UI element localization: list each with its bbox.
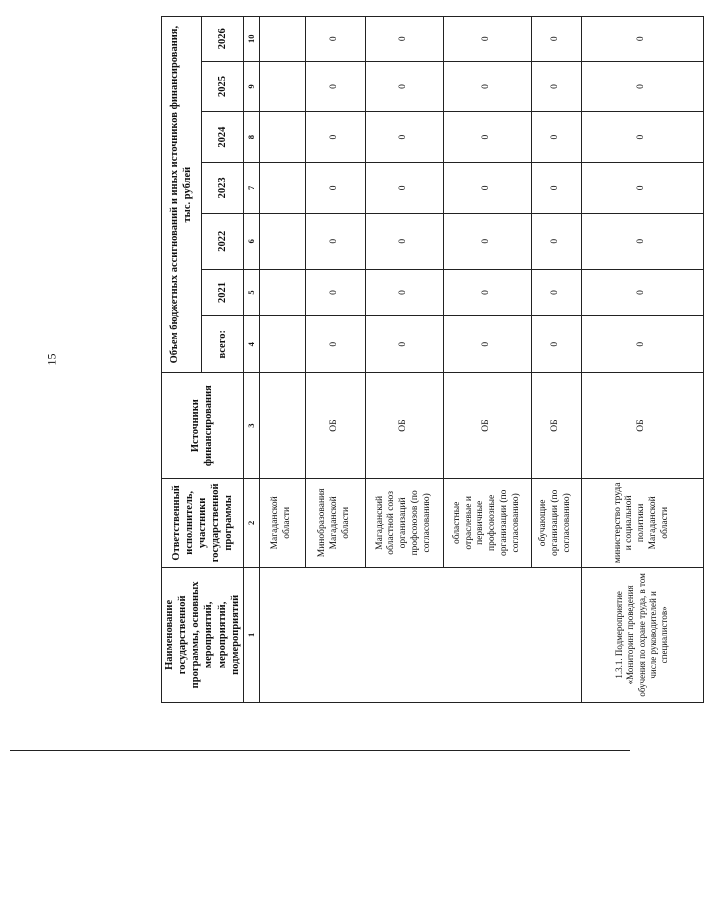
column-number: 3 xyxy=(243,373,259,479)
column-number: 4 xyxy=(243,316,259,373)
value-cell: 0 xyxy=(365,163,443,214)
source-cell: ОБ xyxy=(531,373,581,479)
column-number: 10 xyxy=(243,17,259,62)
value-cell: 0 xyxy=(305,17,365,62)
source-cell: ОБ xyxy=(365,373,443,479)
executor-cell: министерство труда и социальной политики Магаданской области xyxy=(581,478,703,567)
executor-cell: Минобразования Магаданской области xyxy=(305,478,365,567)
value-cell: 0 xyxy=(443,17,531,62)
source-cell: ОБ xyxy=(581,373,703,479)
column-number: 1 xyxy=(243,567,259,702)
executor-cell: обучающие организации (по согласованию) xyxy=(531,478,581,567)
value-cell: 0 xyxy=(531,269,581,316)
header-year-2023: 2023 xyxy=(201,163,243,214)
value-cell: 0 xyxy=(443,269,531,316)
header-year-2021: 2021 xyxy=(201,269,243,316)
table-row xyxy=(581,17,703,703)
value-cell xyxy=(259,61,305,112)
value-cell: 0 xyxy=(581,316,703,373)
name-cell xyxy=(259,567,581,702)
value-cell: 0 xyxy=(365,61,443,112)
header-executor: Ответственный исполнитель, участники государственной программы xyxy=(162,478,244,567)
source-cell xyxy=(259,373,305,479)
column-number: 5 xyxy=(243,269,259,316)
value-cell xyxy=(259,316,305,373)
value-cell: 0 xyxy=(305,61,365,112)
value-cell: 0 xyxy=(365,213,443,269)
value-cell: 0 xyxy=(365,316,443,373)
header-year-2024: 2024 xyxy=(201,112,243,163)
table-row xyxy=(259,17,305,703)
value-cell: 0 xyxy=(365,112,443,163)
source-cell: ОБ xyxy=(305,373,365,479)
value-cell: 0 xyxy=(365,17,443,62)
header-year-2026: 2026 xyxy=(201,17,243,62)
column-number: 7 xyxy=(243,163,259,214)
value-cell: 0 xyxy=(443,316,531,373)
name-cell: 1.3.1. Подмероприятие «Мониторинг проведения обучения по охране труда, в том числе руководителей и специалистов» xyxy=(581,567,703,702)
value-cell xyxy=(259,269,305,316)
value-cell: 0 xyxy=(531,61,581,112)
header-source: Источники финансирования xyxy=(162,373,244,479)
value-cell: 0 xyxy=(581,17,703,62)
value-cell xyxy=(259,163,305,214)
value-cell xyxy=(259,213,305,269)
value-cell: 0 xyxy=(443,112,531,163)
header-name: Наименование государственной программы, основных мероприятий, мероприятий, подмероприятий xyxy=(162,567,244,702)
value-cell: 0 xyxy=(443,163,531,214)
value-cell: 0 xyxy=(531,316,581,373)
header-year-2022: 2022 xyxy=(201,213,243,269)
value-cell: 0 xyxy=(305,163,365,214)
value-cell: 0 xyxy=(305,316,365,373)
value-cell: 0 xyxy=(581,61,703,112)
value-cell: 0 xyxy=(581,269,703,316)
column-number: 8 xyxy=(243,112,259,163)
value-cell: 0 xyxy=(531,17,581,62)
budget-table xyxy=(161,16,704,703)
header-year-2025: 2025 xyxy=(201,61,243,112)
value-cell: 0 xyxy=(443,61,531,112)
column-number: 9 xyxy=(243,61,259,112)
executor-cell: Магаданский областной союз организаций профсоюзов (по согласованию) xyxy=(365,478,443,567)
value-cell: 0 xyxy=(531,213,581,269)
value-cell xyxy=(259,17,305,62)
executor-cell: Магаданской области xyxy=(259,478,305,567)
value-cell: 0 xyxy=(305,112,365,163)
value-cell: 0 xyxy=(581,112,703,163)
footer-rule xyxy=(10,750,630,751)
column-number: 2 xyxy=(243,478,259,567)
value-cell: 0 xyxy=(581,213,703,269)
value-cell: 0 xyxy=(581,163,703,214)
value-cell: 0 xyxy=(531,163,581,214)
value-cell: 0 xyxy=(443,213,531,269)
rotated-table-container xyxy=(161,16,691,703)
value-cell: 0 xyxy=(305,269,365,316)
source-cell: ОБ xyxy=(443,373,531,479)
column-number: 6 xyxy=(243,213,259,269)
value-cell: 0 xyxy=(365,269,443,316)
value-cell: 0 xyxy=(305,213,365,269)
header-total: всего: xyxy=(201,316,243,373)
page-number: 15 xyxy=(44,353,59,366)
executor-cell: областные отраслевые и первичные профсоюзные организации (по согласованию) xyxy=(443,478,531,567)
header-budget: Объем бюджетных ассигнований и иных источников финансирования, тыс. рублей xyxy=(162,17,202,373)
value-cell: 0 xyxy=(531,112,581,163)
value-cell xyxy=(259,112,305,163)
